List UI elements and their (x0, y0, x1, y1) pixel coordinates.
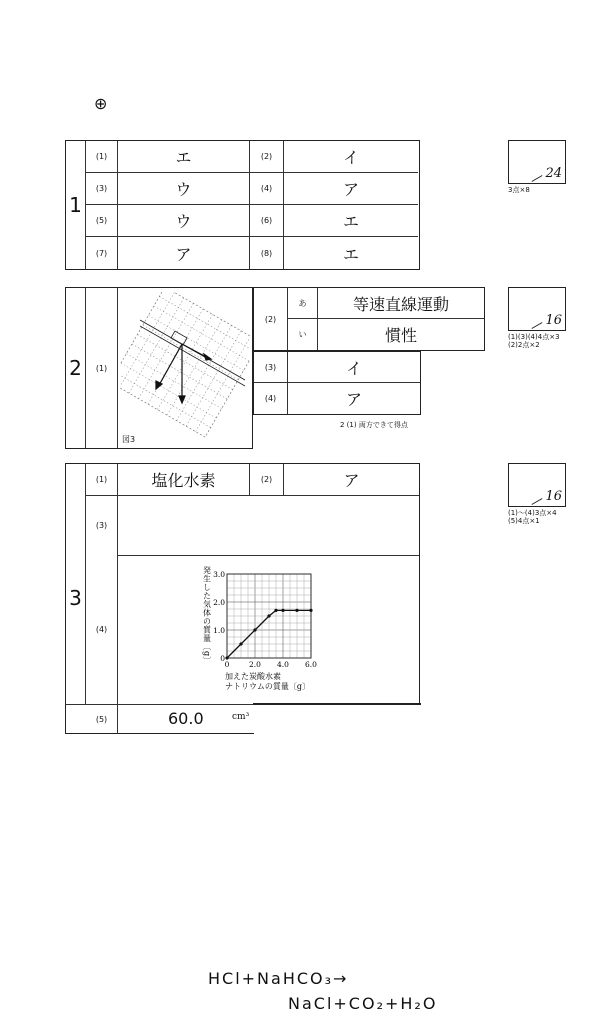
data-point (267, 614, 270, 617)
section3-q4-graph (185, 560, 335, 700)
data-point (281, 609, 284, 612)
section2-q2-b-label: い (288, 319, 318, 350)
section2-q4-label: (4) (254, 383, 288, 414)
section1-answer[interactable]: エ (284, 237, 418, 269)
section2-q3-q4-table (253, 351, 421, 415)
data-point (225, 656, 228, 659)
section1-q-label: (1) (86, 141, 118, 173)
x-tick-label: 0 (224, 660, 230, 669)
section2-q2-a-label: あ (288, 288, 318, 319)
section2-score-note-1: (1)(3)(4)4点×3 (508, 333, 560, 341)
section1-answer[interactable]: イ (284, 141, 418, 173)
section2-score-note-2: (2)2点×2 (508, 341, 540, 349)
section1-q-label: (2) (250, 141, 284, 173)
section3-q5-answer[interactable]: 60.0 (168, 709, 204, 728)
section2-score-max: 16 (545, 313, 562, 328)
section1-q-label: (7) (86, 237, 118, 269)
section2-q2-b-answer[interactable]: 慣性 (318, 319, 484, 350)
section1-number: 1 (66, 141, 86, 269)
section2-table (65, 287, 253, 449)
x-axis-label-line1: 加えた炭酸水素 (225, 672, 281, 681)
section3-q2-answer[interactable]: ア (284, 464, 419, 496)
y-tick-label: 1.0 (213, 626, 225, 635)
x-tick-label: 6.0 (305, 660, 317, 669)
section1-answer[interactable]: ア (118, 237, 250, 269)
section3-q2-label: (2) (250, 464, 284, 496)
x-tick-label: 4.0 (277, 660, 289, 669)
section3-q5-unit: cm³ (232, 712, 250, 722)
section2-q3-answer[interactable]: イ (288, 352, 420, 383)
section3-q1-label: (1) (86, 464, 118, 496)
section1-score-box[interactable] (508, 140, 566, 184)
y-axis-label: 発生した気体の質量〔g〕 (202, 566, 212, 666)
data-point (295, 609, 298, 612)
section3-q3-line1: HCl+NaHCO₃→ (208, 969, 349, 988)
section1-q-label: (3) (86, 173, 118, 205)
section3-q3-line2: NaCl+CO₂+H₂O (288, 994, 438, 1013)
section3-score-box[interactable] (508, 463, 566, 507)
section2-right-table (253, 287, 485, 351)
section2-q1-label: (1) (86, 288, 118, 448)
section1-score-note: 3点×8 (508, 186, 530, 194)
data-point (253, 628, 256, 631)
section2-q2-label: (2) (254, 288, 288, 350)
section3-right-border-top (253, 703, 421, 705)
section1-answer[interactable]: エ (284, 205, 418, 237)
section3-row5-cover (254, 705, 421, 735)
section2-q4-answer[interactable]: ア (288, 383, 420, 414)
section3-number: 3 (66, 464, 86, 732)
section2-q3-label: (3) (254, 352, 288, 383)
section1-answer[interactable]: ア (284, 173, 418, 205)
block-shape (171, 331, 187, 345)
section2-figure-label: 図3 (122, 435, 136, 444)
x-axis-label-line2: ナトリウムの質量〔g〕 (225, 682, 311, 691)
score-slash (532, 175, 543, 182)
section2-q2-a-answer[interactable]: 等速直線運動 (318, 288, 484, 319)
section3-score-note-2: (5)4点×1 (508, 517, 540, 525)
section2-number: 2 (66, 288, 86, 448)
section1-q-label: (4) (250, 173, 284, 205)
section1-answer[interactable]: ウ (118, 205, 250, 237)
score-slash (532, 498, 543, 505)
y-tick-label: 0 (220, 654, 225, 663)
section2-score-box[interactable] (508, 287, 566, 331)
data-point (274, 609, 277, 612)
section3-q3-label: (3) (86, 496, 118, 556)
y-tick-label: 2.0 (213, 598, 225, 607)
data-point (239, 642, 242, 645)
section1-score-max: 24 (545, 166, 562, 181)
section1-q-label: (8) (250, 237, 284, 269)
section3-q3-answer-cell[interactable] (118, 496, 419, 556)
section3-q1-answer[interactable]: 塩化水素 (118, 464, 250, 496)
section2-footnote: 2 (1) 両方できて得点 (340, 421, 408, 429)
section3-q4-label: (4) (86, 555, 118, 705)
section1-q-label: (5) (86, 205, 118, 237)
section1-answer[interactable]: ウ (118, 173, 250, 205)
section1-q-label: (6) (250, 205, 284, 237)
force-arrows (156, 344, 211, 403)
score-slash (532, 322, 543, 329)
section3-score-max: 16 (545, 489, 562, 504)
data-point (309, 609, 312, 612)
y-tick-label: 3.0 (213, 570, 225, 579)
section2-force-diagram (120, 292, 250, 442)
dotted-grid (120, 292, 250, 437)
section3-score-note-1: (1)〜(4)3点×4 (508, 509, 557, 517)
section3-q5-label: (5) (86, 705, 118, 733)
section1-answer[interactable]: エ (118, 141, 250, 173)
x-tick-label: 2.0 (249, 660, 261, 669)
registration-mark: ⊕ (94, 94, 108, 113)
